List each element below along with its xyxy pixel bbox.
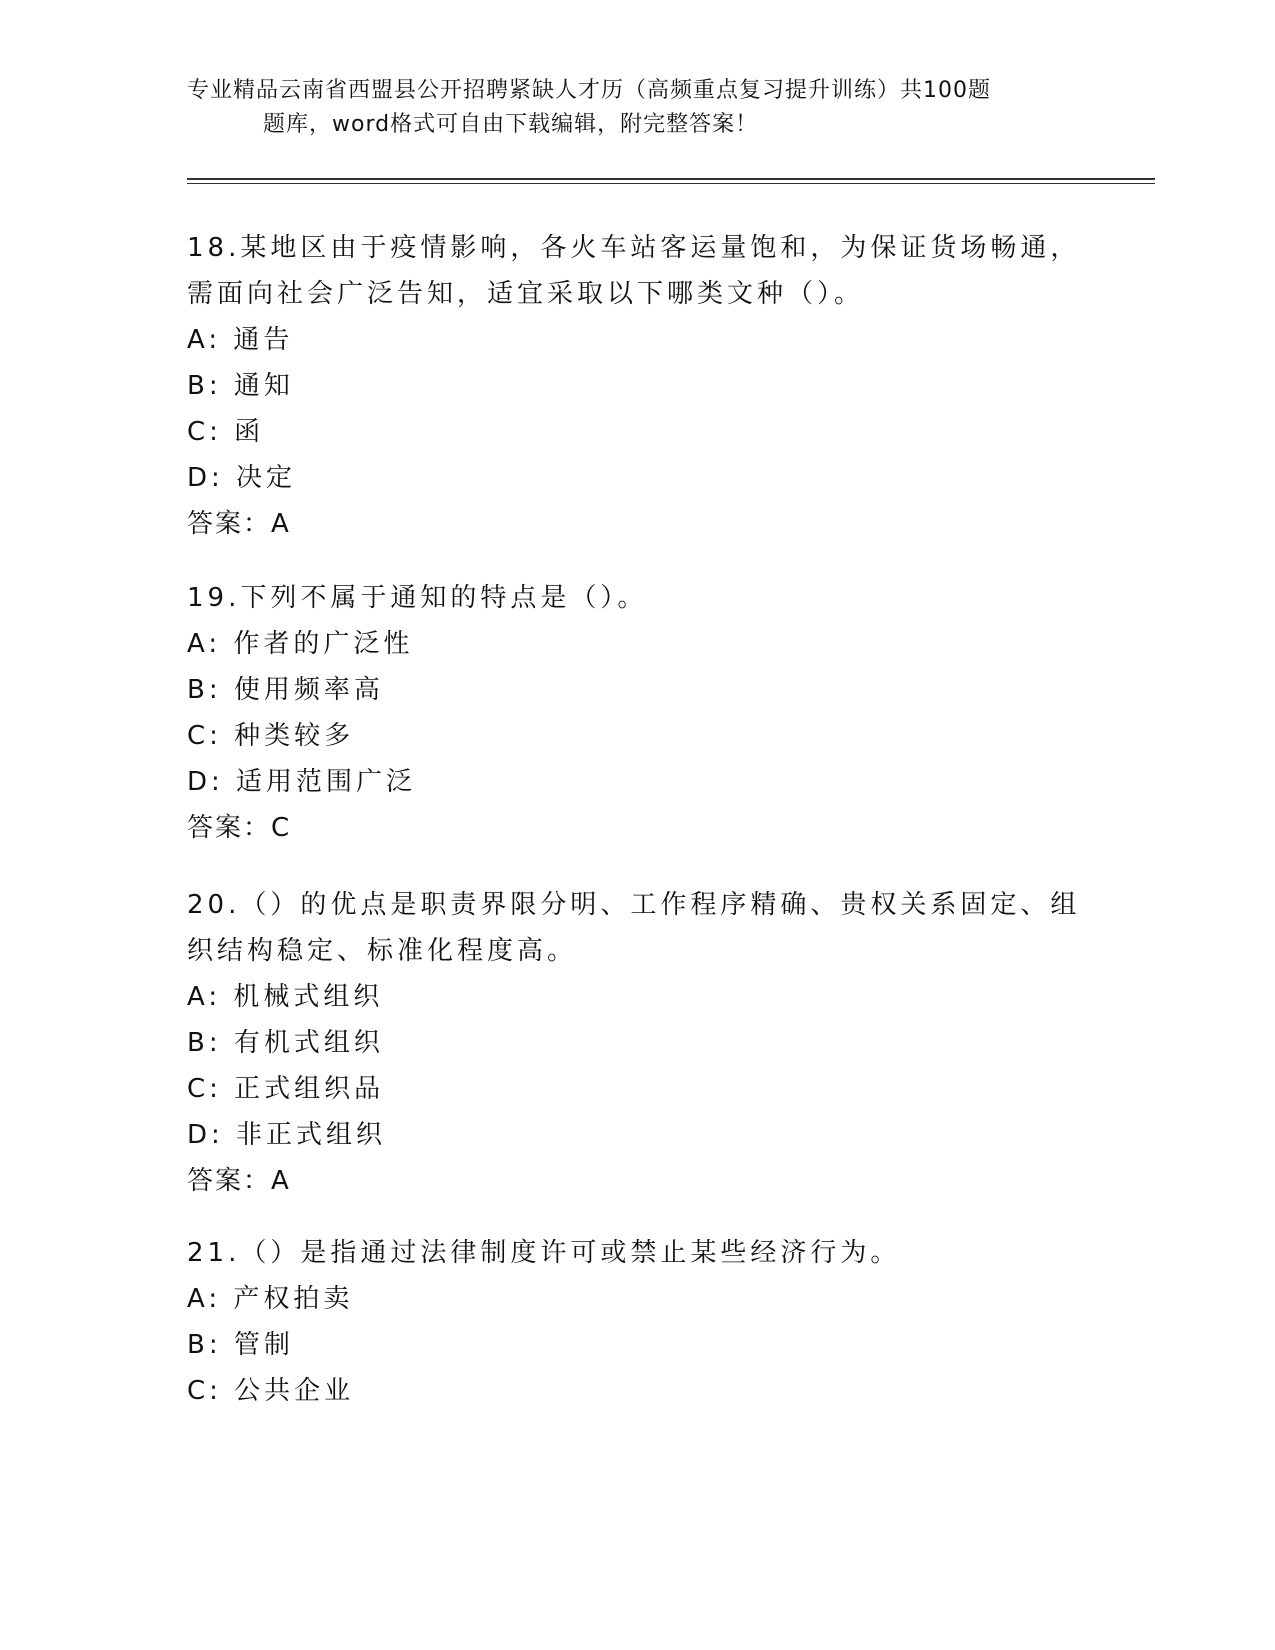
question-text: 18.某地区由于疫情影响，各火车站客运量饱和，为保证货场畅通，需面向社会广泛告知，适宜采取以下哪类文种（）。 xyxy=(187,233,1081,309)
document-header xyxy=(187,74,1087,142)
question-21 xyxy=(187,1230,1087,1414)
option-a: A: 产权拍卖 xyxy=(187,1284,354,1314)
option-a: A: 通告 xyxy=(187,325,294,355)
option-c: C: 种类较多 xyxy=(187,721,355,751)
option-b: B: 使用频率高 xyxy=(187,675,384,705)
question-text: 19.下列不属于通知的特点是（）。 xyxy=(187,583,648,613)
option-b: B: 有机式组织 xyxy=(187,1028,384,1058)
question-20 xyxy=(187,882,1087,1204)
option-a: A: 作者的广泛性 xyxy=(187,629,414,659)
option-c: C: 正式组织品 xyxy=(187,1074,385,1104)
header-title-line-1: 专业精品云南省西盟县公开招聘紧缺人才历（高频重点复习提升训练）共100题 xyxy=(187,78,991,103)
answer: 答案：C xyxy=(187,813,292,843)
option-c: C: 函 xyxy=(187,417,265,447)
option-b: B: 通知 xyxy=(187,371,294,401)
question-19 xyxy=(187,575,1087,851)
option-c: C: 公共企业 xyxy=(187,1376,355,1406)
option-d: D: 适用范围广泛 xyxy=(187,767,417,797)
answer: 答案：A xyxy=(187,1166,291,1196)
header-divider-thin xyxy=(187,183,1155,184)
option-b: B: 管制 xyxy=(187,1330,294,1360)
header-title-line-2: 题库，word格式可自由下载编辑，附完整答案！ xyxy=(263,112,759,137)
option-d: D: 决定 xyxy=(187,463,297,493)
option-a: A: 机械式组织 xyxy=(187,982,384,1012)
question-text: 20.（）的优点是职责界限分明、工作程序精确、贵权关系固定、组织结构稳定、标准化程度高。 xyxy=(187,890,1081,966)
question-18 xyxy=(187,225,1087,547)
option-d: D: 非正式组织 xyxy=(187,1120,387,1150)
header-divider-thick xyxy=(187,178,1155,180)
question-text: 21.（）是指通过法律制度许可或禁止某些经济行为。 xyxy=(187,1238,901,1268)
answer: 答案：A xyxy=(187,509,291,539)
